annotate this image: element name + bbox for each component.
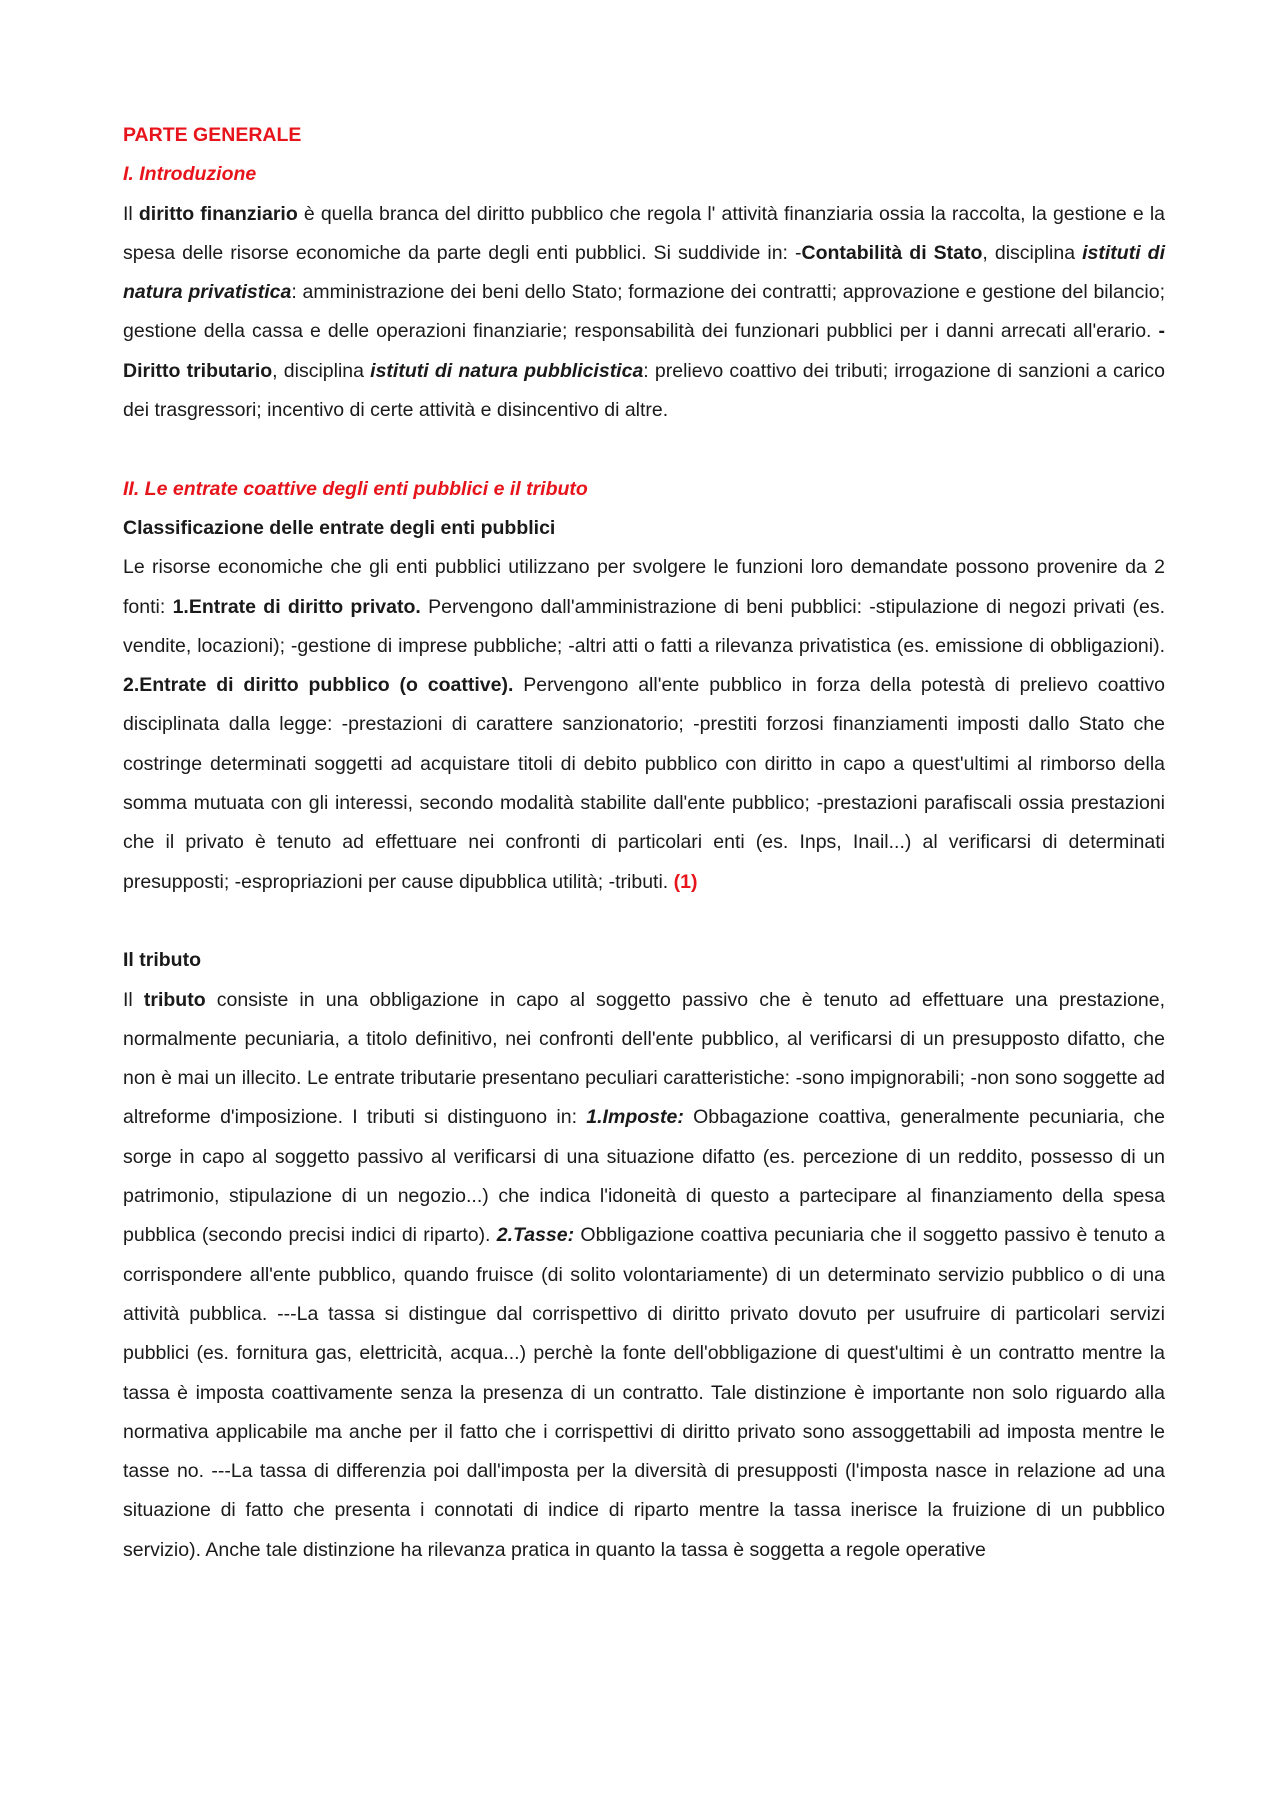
- section-3-title: Il tributo: [123, 949, 201, 972]
- bold-term: -Diritto tributario: [123, 320, 1165, 382]
- bold-term: 2.Entrate di diritto pubblico (o coattive).: [123, 674, 514, 697]
- bold-italic-term: 2.Tasse:: [496, 1224, 575, 1247]
- text-run: Obbligazione coattiva pecuniaria che il soggetto passivo è tenuto a corrispondere all'ente pubblico, quando fruisce (di solito volontariamente) di un determinato servizio pubblico o di una attività pubblica. ---La tassa si distingue dal corrispettivo di diritto privato dovuto per usufruire di particolari servizi pubblici (es. fornitura gas, elettricità, acqua...) perchè la fonte dell'obbligazione di quest'ultimi è un contratto mentre la tassa è imposta coattivamente senza la presenza di un contratto. Tale distinzione è importante non solo riguardo alla normativa applicabile ma anche per il fatto che i corrispettivi di diritto privato sono assoggettabili ad imposta mentre le tasse no. ---La tassa di differenzia poi dall'imposta per la diversità di presupposti (l'imposta nasce in relazione ad una situazione di fatto che presenta i connotati di indice di riparto mentre la tassa inerisce la fruizione di un pubblico servizio). Anche tale distinzione ha rilevanza pratica in quanto la tassa è soggetta a regole operative: [123, 1224, 1166, 1561]
- section-1-title: I. Introduzione: [123, 163, 257, 186]
- section-2-title: II. Le entrate coattive degli enti pubblici e il tributo: [123, 477, 588, 500]
- text-run: Il: [123, 202, 139, 225]
- section-1-paragraph: [123, 195, 1165, 431]
- bold-italic-term: istituti di natura privatistica: [123, 241, 1165, 304]
- text-run: Obbagazione coattiva, generalmente pecuniaria, che sorge in capo al soggetto passivo al verificarsi di una situazione difatto (es. percezione di un reddito, possesso di un patrimonio, stipulazione di un negozio...) che indica l'idoneità di questo a partecipare al finanziamento della spesa pubblica (secondo precisi indici di riparto).: [123, 1106, 1165, 1247]
- text-run: , disciplina: [982, 241, 1083, 264]
- text-run: Pervengono dall'amministrazione di beni pubblici: -stipulazione di negozi privati (es. vendite, locazioni); -gestione di imprese pubbliche; -altri atti o fatti a rilevanza privatistica (es. emissione di obbligazioni).: [123, 595, 1165, 657]
- bold-term: tributo: [143, 988, 206, 1011]
- text-run: : prelievo coattivo dei tributi; irrogazione di sanzioni a carico dei trasgressori; incentivo di certe attività e disincentivo di altre.: [123, 359, 1165, 422]
- bold-term: Contabilità di Stato: [801, 241, 983, 264]
- section-2-paragraph: [123, 548, 1165, 902]
- footnote-reference[interactable]: (1): [673, 870, 698, 893]
- section-3-paragraph: [123, 981, 1165, 1570]
- paragraph-gap: [123, 902, 1165, 941]
- paragraph-gap: [123, 430, 1165, 469]
- bold-italic-term: istituti di natura pubblicistica: [370, 359, 644, 382]
- text-run: Il: [123, 988, 144, 1011]
- text-run: , disciplina: [272, 359, 371, 382]
- text-run: Pervengono all'ente pubblico in forza della potestà di prelievo coattivo disciplinata dalla legge: -prestazioni di carattere sanzionatorio; -prestiti forzosi finanziamenti imposti dallo Stato che costringe determinati soggetti ad acquistare titoli di debito pubblico con diritto in capo a quest'ultimi al rimborso della somma mutuata con gli interessi, secondo modalità stabilite dall'ente pubblico; -prestazioni parafiscali ossia prestazioni che il privato è tenuto ad effettuare nei confronti di particolari enti (es. Inps, Inail...) al verificarsi di determinati presupposti; -espropriazioni per cause dipubblica utilità; -tributi.: [123, 674, 1165, 893]
- bold-term: diritto finanziario: [138, 202, 298, 225]
- bold-term: 1.Entrate di diritto privato.: [172, 595, 421, 618]
- text-run: Le risorse economiche che gli enti pubblici utilizzano per svolgere le funzioni loro demandate possono provenire da 2 fonti:: [123, 556, 1165, 618]
- text-run: consiste in una obbligazione in capo al soggetto passivo che è tenuto ad effettuare una prestazione, normalmente pecuniaria, a titolo definitivo, nei confronti dell'ente pubblico, al verificarsi di un presupposto difatto, che non è mai un illecito. Le entrate tributarie presentano peculiari caratteristiche: -sono impignorabili; -non sono soggette ad altreforme d'imposizione. I tributi si distinguono in:: [123, 988, 1166, 1129]
- bold-italic-term: 1.Imposte:: [586, 1106, 684, 1129]
- text-run: : amministrazione dei beni dello Stato; formazione dei contratti; approvazione e gestione del bilancio; gestione della cassa e delle operazioni finanziarie; responsabilità dei funzionari pubblici per i danni arrecati all'erario.: [123, 281, 1165, 343]
- text-run: è quella branca del diritto pubblico che regola l' attività finanziaria ossia la raccolta, la gestione e la spesa delle risorse economiche da parte degli enti pubblici. Si suddivide in: -: [123, 202, 1166, 264]
- section-2-subtitle: Classificazione delle entrate degli enti pubblici: [123, 516, 556, 539]
- document-body: [123, 116, 1165, 1570]
- part-title: PARTE GENERALE: [123, 124, 302, 146]
